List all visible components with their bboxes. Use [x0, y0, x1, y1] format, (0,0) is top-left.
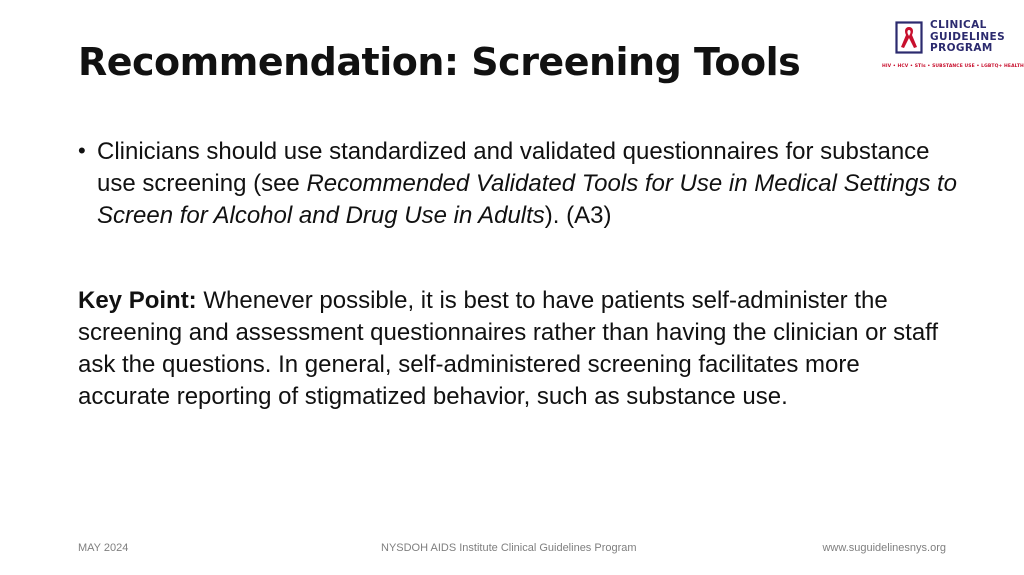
logo-line-3: PROGRAM: [930, 42, 993, 54]
footer-program-name: NYSDOH AIDS Institute Clinical Guidelines Program: [381, 542, 637, 554]
bullet-text-rating: ). (A3): [544, 202, 612, 229]
logo-line-1: CLINICAL: [930, 19, 987, 31]
logo-tagline: HIV • HCV • STIs • SUBSTANCE USE • LGBTQ+ HEALTH: [882, 64, 1024, 69]
red-ribbon-icon: [895, 21, 925, 55]
recommendation-bullet: [78, 136, 958, 232]
logo-line-2: GUIDELINES: [930, 30, 1006, 43]
key-point-text: Whenever possible, it is best to have patients self-administer the screening and assessment questionnaires rather than having the clinician or staff ask the questions. In general, self-administered screening facilitates more accurate reporting of stigmatized behavior, such as substance use.: [78, 287, 939, 410]
logo-wordmark: [930, 20, 1005, 55]
key-point-paragraph: [78, 285, 958, 413]
clinical-guidelines-program-logo: [882, 18, 1024, 78]
bullet-text: [97, 136, 958, 232]
slide-title: Recommendation: Screening Tools: [78, 40, 801, 84]
bullet-marker: •: [78, 138, 86, 163]
key-point-label: Key Point:: [78, 287, 197, 314]
footer-date: MAY 2024: [78, 542, 129, 554]
bullet-text-tool-reference: Recommended Validated Tools for Use in Medical Settings to Screen for Alcohol and Drug Use in Adults: [97, 170, 958, 229]
bullet-text-intro: Clinicians should use standardized and validated questionnaires for substance use screening (see: [97, 138, 930, 197]
bullet-item: [78, 136, 958, 232]
footer-website-url: www.suguidelinesnys.org: [822, 542, 946, 554]
